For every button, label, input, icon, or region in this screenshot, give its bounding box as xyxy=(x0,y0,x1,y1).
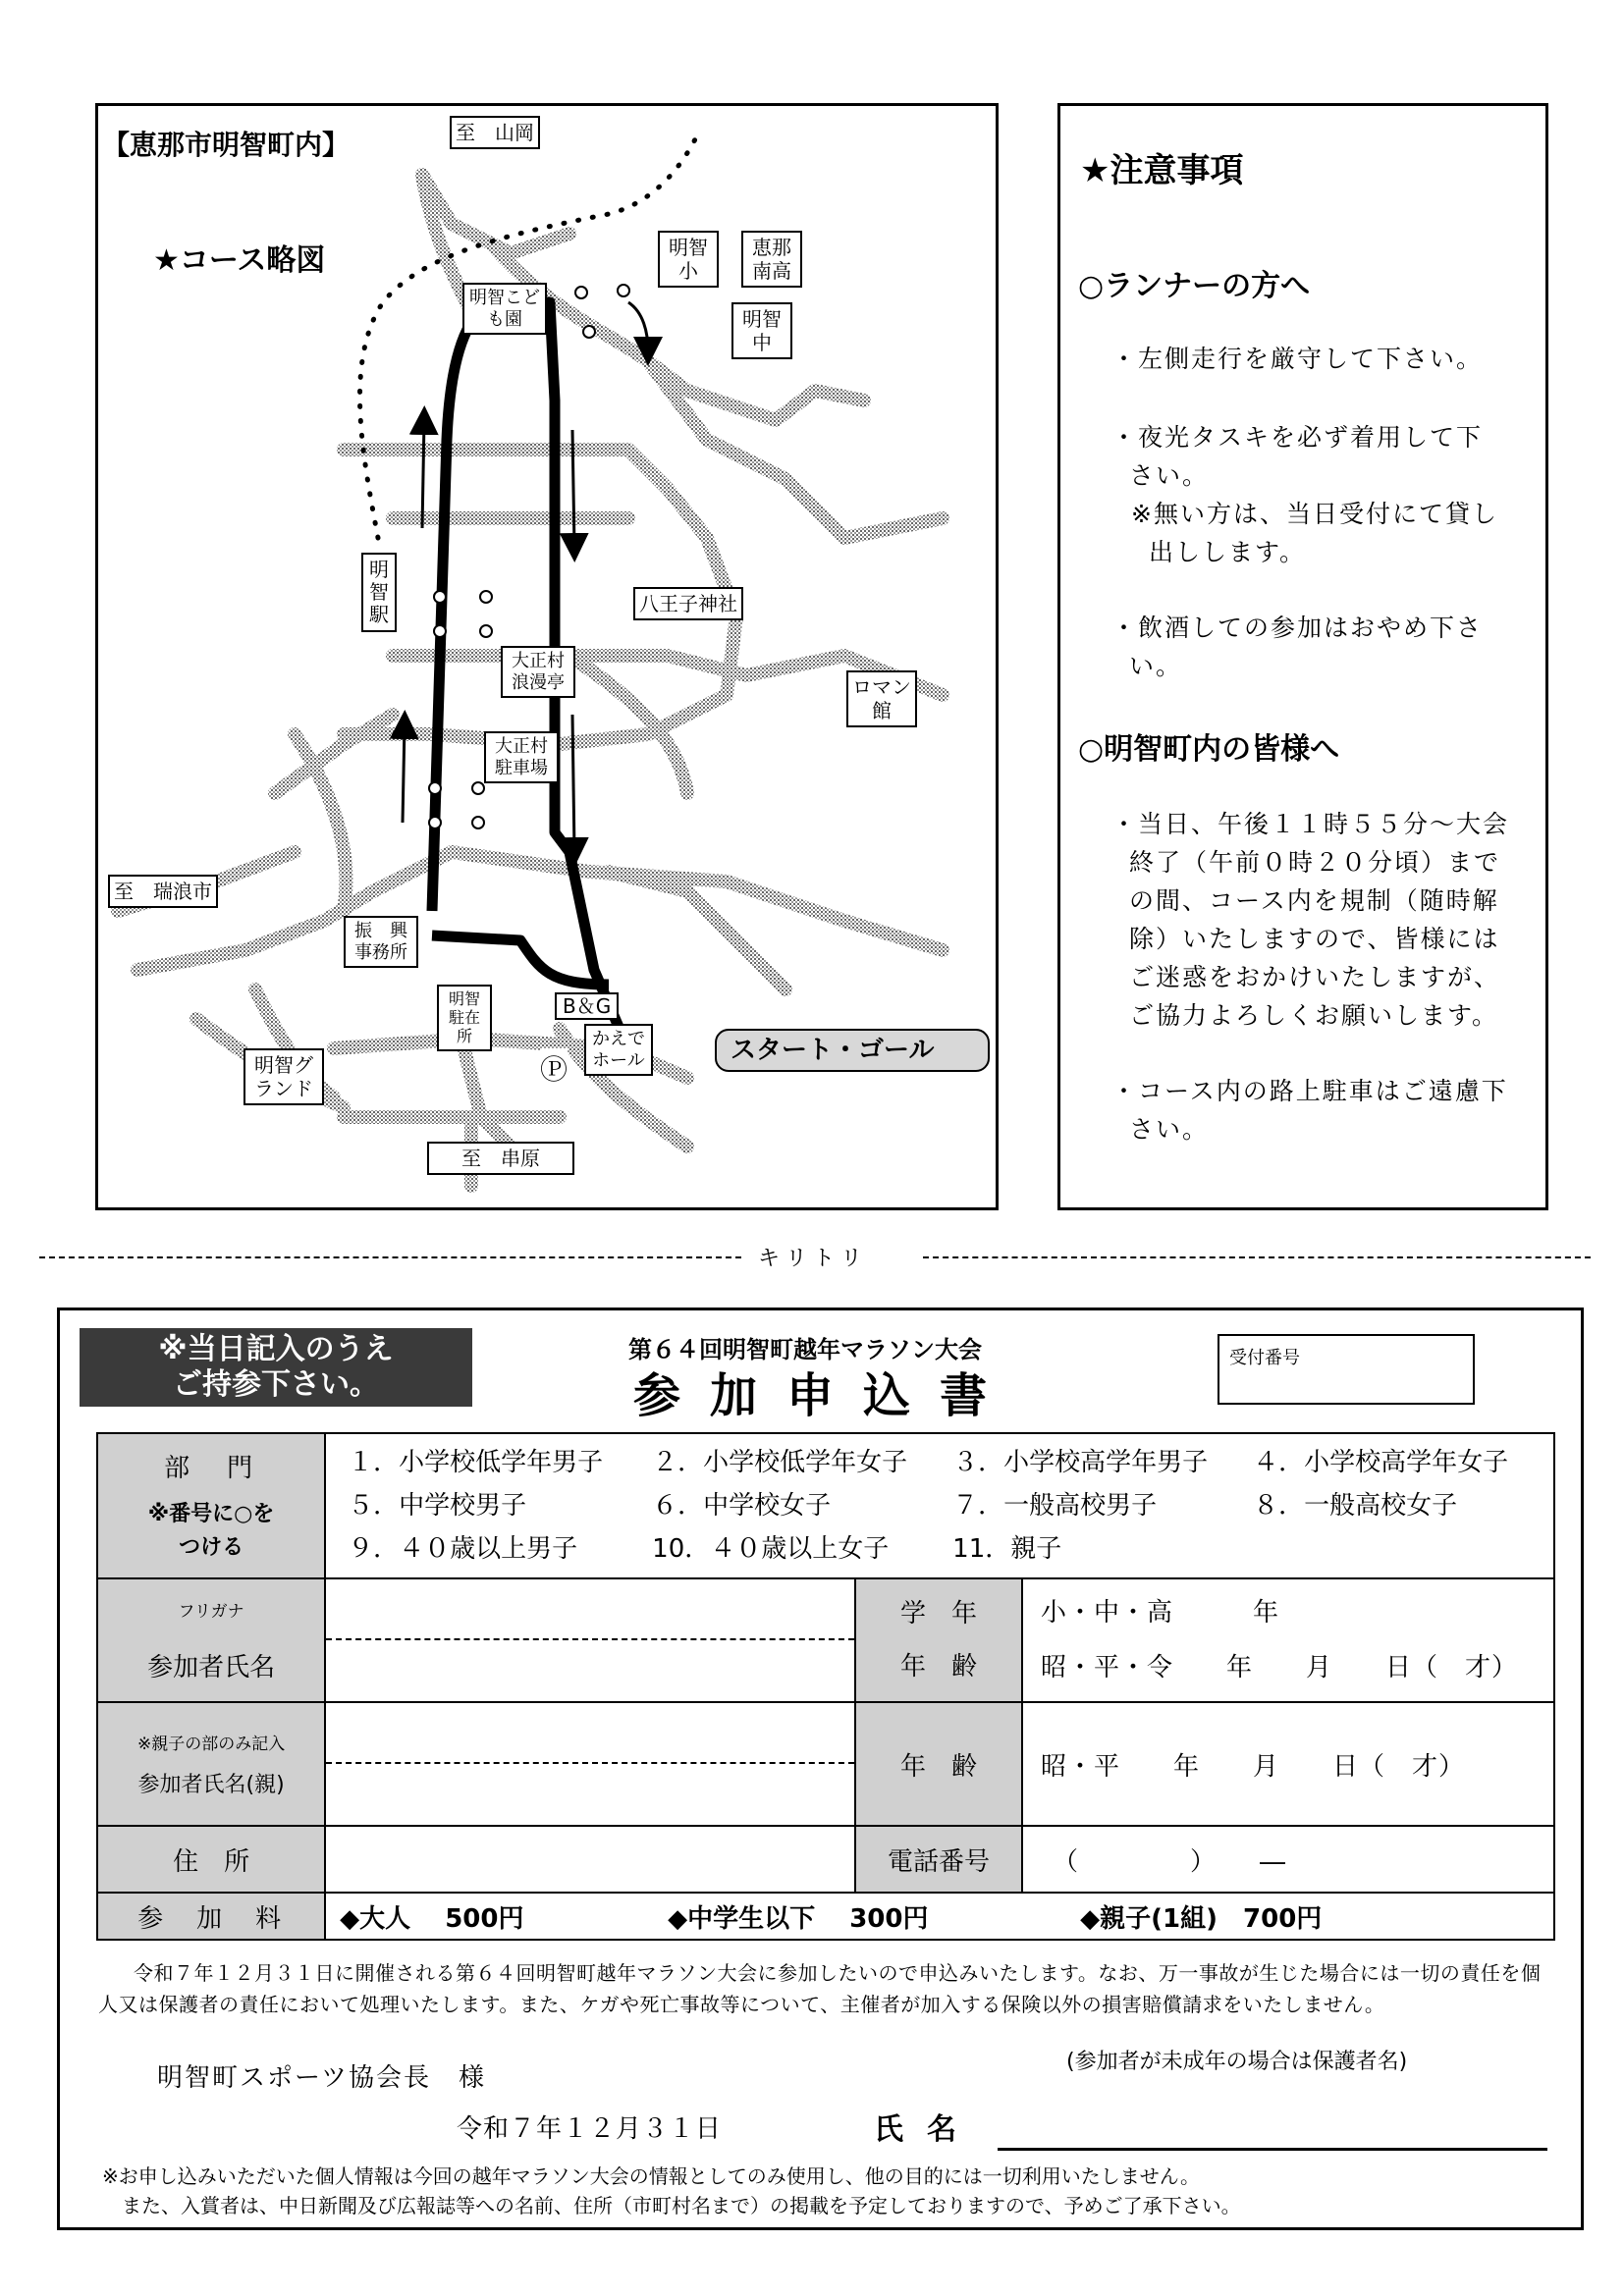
grade-age-head-cell xyxy=(855,1578,1022,1702)
parent-head-cell xyxy=(97,1702,325,1826)
division-head: 部 門 xyxy=(164,1453,259,1483)
cut-line-right xyxy=(923,1256,1591,1258)
parent-age-cell[interactable] xyxy=(1022,1702,1554,1826)
phone-value: （ ） ― xyxy=(1053,1846,1288,1877)
division-option[interactable]: 10．４０歳以上女子 xyxy=(652,1534,890,1564)
addressee: 明智町スポーツ協会長 様 xyxy=(157,2063,486,2093)
runner-note-subitem: ※無い方は、当日受付にて貸し出しします。 xyxy=(1131,500,1498,566)
participant-name-field[interactable] xyxy=(326,1640,854,1701)
division-option[interactable]: ４．小学校高学年女子 xyxy=(1253,1448,1509,1477)
label-ena-minami-high: 恵那南高 xyxy=(741,231,802,288)
phone-field[interactable] xyxy=(1022,1826,1554,1893)
participant-head-cell xyxy=(97,1578,325,1702)
label-akechi-station: 明智駅 xyxy=(361,553,397,632)
label-akechi-ground: 明智グランド xyxy=(244,1048,324,1105)
grade-age-cell[interactable] xyxy=(1022,1578,1554,1702)
receipt-number-box[interactable] xyxy=(1218,1334,1475,1405)
address-head-cell xyxy=(97,1826,325,1893)
address-label: 住 所 xyxy=(173,1846,250,1877)
division-row xyxy=(97,1433,1554,1578)
division-options-cell xyxy=(325,1433,1554,1578)
label-akechi-elementary: 明智小 xyxy=(658,231,719,288)
bring-on-day-notice xyxy=(80,1328,472,1407)
label-to-mizunami: 至 瑞浪市 xyxy=(108,875,218,908)
division-option[interactable]: ５．中学校男子 xyxy=(348,1491,527,1521)
fee-values-cell xyxy=(325,1893,1554,1940)
resident-note-item: ・コース内の路上駐車はご遠慮下さい。 xyxy=(1111,1077,1508,1144)
course-map-panel xyxy=(95,103,999,1210)
label-taishomura-romantei: 大正村浪漫亭 xyxy=(501,646,575,698)
division-options xyxy=(326,1436,1553,1575)
division-option[interactable]: ３．小学校高学年男子 xyxy=(952,1448,1209,1477)
label-akechi-junior-high: 明智中 xyxy=(731,302,792,359)
division-option[interactable]: １．小学校低学年男子 xyxy=(348,1448,604,1477)
receipt-number-label: 受付番号 xyxy=(1229,1348,1300,1368)
parent-name-field[interactable] xyxy=(326,1764,854,1825)
consent-statement: 令和７年１２月３１日に開催される第６４回明智町越年マラソン大会に参加したいので申込みいたします。なお、万一事故が生じた場合には一切の責任を個人又は保護者の責任において処理いたします。また、ケガや死亡事故等について、主催者が加入する保険以外の損害賠償請求をいたしません。 xyxy=(98,1961,1542,2016)
map-area-title: 【恵那市明智町内】 xyxy=(102,129,351,161)
phone-label: 電話番号 xyxy=(888,1846,991,1877)
parking-icon: Ⓟ xyxy=(540,1048,568,1088)
division-option[interactable]: ９．４０歳以上男子 xyxy=(348,1534,578,1564)
furigana-label: フリガナ xyxy=(178,1602,244,1622)
privacy-note xyxy=(102,2162,1555,2220)
furigana-field[interactable] xyxy=(326,1579,854,1640)
label-taishomura-parking: 大正村駐車場 xyxy=(484,731,559,783)
participant-name-cell xyxy=(325,1578,855,1702)
start-goal-callout: スタート・ゴール xyxy=(715,1029,990,1072)
runners-heading: ○ランナーの方へ xyxy=(1078,269,1311,303)
participant-row xyxy=(97,1578,1554,1702)
phone-head-cell xyxy=(855,1826,1022,1893)
label-kodomoen: 明智こども園 xyxy=(462,283,547,335)
parent-name-cell xyxy=(325,1702,855,1826)
fee-adult: ◆大人 500円 xyxy=(340,1903,524,1934)
notice-line: ※当日記入のうえ xyxy=(158,1332,394,1366)
division-option-empty xyxy=(1253,1528,1538,1570)
notes-panel xyxy=(1057,103,1548,1210)
fee-parent-child: ◆親子(1組) 700円 xyxy=(1080,1903,1323,1934)
grade-value: 小・中・高 年 xyxy=(1041,1598,1280,1628)
participant-name-label: 参加者氏名 xyxy=(147,1653,276,1682)
grade-label: 学 年 xyxy=(900,1599,978,1629)
address-field[interactable] xyxy=(325,1826,855,1893)
label-to-yamaoka: 至 山岡 xyxy=(450,116,540,149)
event-title: 第６４回明智町越年マラソン大会 xyxy=(628,1336,982,1363)
resident-note-item: ・当日、午後１１時５５分～大会終了（午前０時２０分頃）までの間、コース内を規制（随時解除）いたしますので、皆様にはご迷惑をおかけいたしますが、ご協力よろしくお願いします。 xyxy=(1111,810,1510,1030)
runner-note-item: ・左側走行を厳守して下さい。 xyxy=(1111,345,1484,373)
parent-age-label: 年 齢 xyxy=(900,1751,978,1782)
course-route-branch xyxy=(432,935,609,985)
parent-age-value: 昭・平 年 月 日（ 才） xyxy=(1041,1751,1466,1782)
division-note-line: つける xyxy=(179,1534,244,1560)
label-kaede-hall: かえでホール xyxy=(584,1024,653,1076)
label-roman-kan: ロマン館 xyxy=(846,670,917,727)
application-date: 令和７年１２月３１日 xyxy=(457,2114,723,2144)
runner-note-item: ・夜光タスキを必ず着用して下さい。 xyxy=(1111,423,1484,490)
notice-line: ご持参下さい。 xyxy=(173,1367,379,1402)
signature-label: 氏名 xyxy=(874,2112,980,2147)
parent-age-head-cell xyxy=(855,1702,1022,1826)
cut-label: キリトリ xyxy=(758,1247,869,1271)
parent-row xyxy=(97,1702,1554,1826)
form-title: 参加申込書 xyxy=(632,1368,1016,1423)
fee-label: 参 加 料 xyxy=(137,1903,286,1934)
signature-field[interactable] xyxy=(998,2148,1547,2151)
label-bg-center: B＆G xyxy=(555,992,619,1020)
division-option[interactable]: ６．中学校女子 xyxy=(652,1491,832,1521)
division-option[interactable]: ２．小学校低学年女子 xyxy=(652,1448,908,1477)
residents-heading: ○明智町内の皆様へ xyxy=(1078,732,1340,767)
division-head-cell xyxy=(97,1433,325,1578)
division-note xyxy=(98,1498,324,1565)
runner-note-item: ・飲酒しての参加はおやめ下さい。 xyxy=(1111,614,1484,680)
parent-furigana-field[interactable] xyxy=(326,1703,854,1764)
age-label: 年 齢 xyxy=(900,1652,978,1682)
address-row xyxy=(97,1826,1554,1893)
privacy-line: ※お申し込みいただいた個人情報は今回の越年マラソン大会の情報としてのみ使用し、他の目的には一切利用いたしません。 xyxy=(102,2164,1200,2188)
parent-note: ※親子の部のみ記入 xyxy=(136,1735,286,1754)
label-hachiouji-shrine: 八王子神社 xyxy=(633,587,743,620)
fee-student: ◆中学生以下 300円 xyxy=(668,1903,929,1934)
division-option[interactable]: 11．親子 xyxy=(952,1534,1062,1564)
label-to-kushihara: 至 串原 xyxy=(427,1142,574,1175)
division-option[interactable]: ８．一般高校女子 xyxy=(1253,1491,1458,1521)
fee-row xyxy=(97,1893,1554,1940)
course-map-title: ★コース略図 xyxy=(153,243,326,278)
application-table xyxy=(96,1432,1555,1941)
fee-head-cell xyxy=(97,1893,325,1940)
label-police-box: 明智駐在所 xyxy=(437,985,492,1051)
division-note-line: ※番号に○を xyxy=(147,1501,275,1526)
privacy-line: また、入賞者は、中日新聞及び広報誌等への名前、住所（市町村名まで）の掲載を予定しておりますので、予めご了承下さい。 xyxy=(122,2194,1241,2217)
age-value: 昭・平・令 年 月 日（ 才） xyxy=(1041,1653,1519,1682)
notes-title: ★注意事項 xyxy=(1080,151,1244,190)
label-shinko-office: 振 興事務所 xyxy=(344,916,418,968)
cut-line-left xyxy=(39,1256,741,1258)
division-option[interactable]: ７．一般高校男子 xyxy=(952,1491,1158,1521)
guardian-note: (参加者が未成年の場合は保護者名) xyxy=(1066,2050,1408,2074)
parent-name-label: 参加者氏名(親) xyxy=(137,1773,285,1797)
